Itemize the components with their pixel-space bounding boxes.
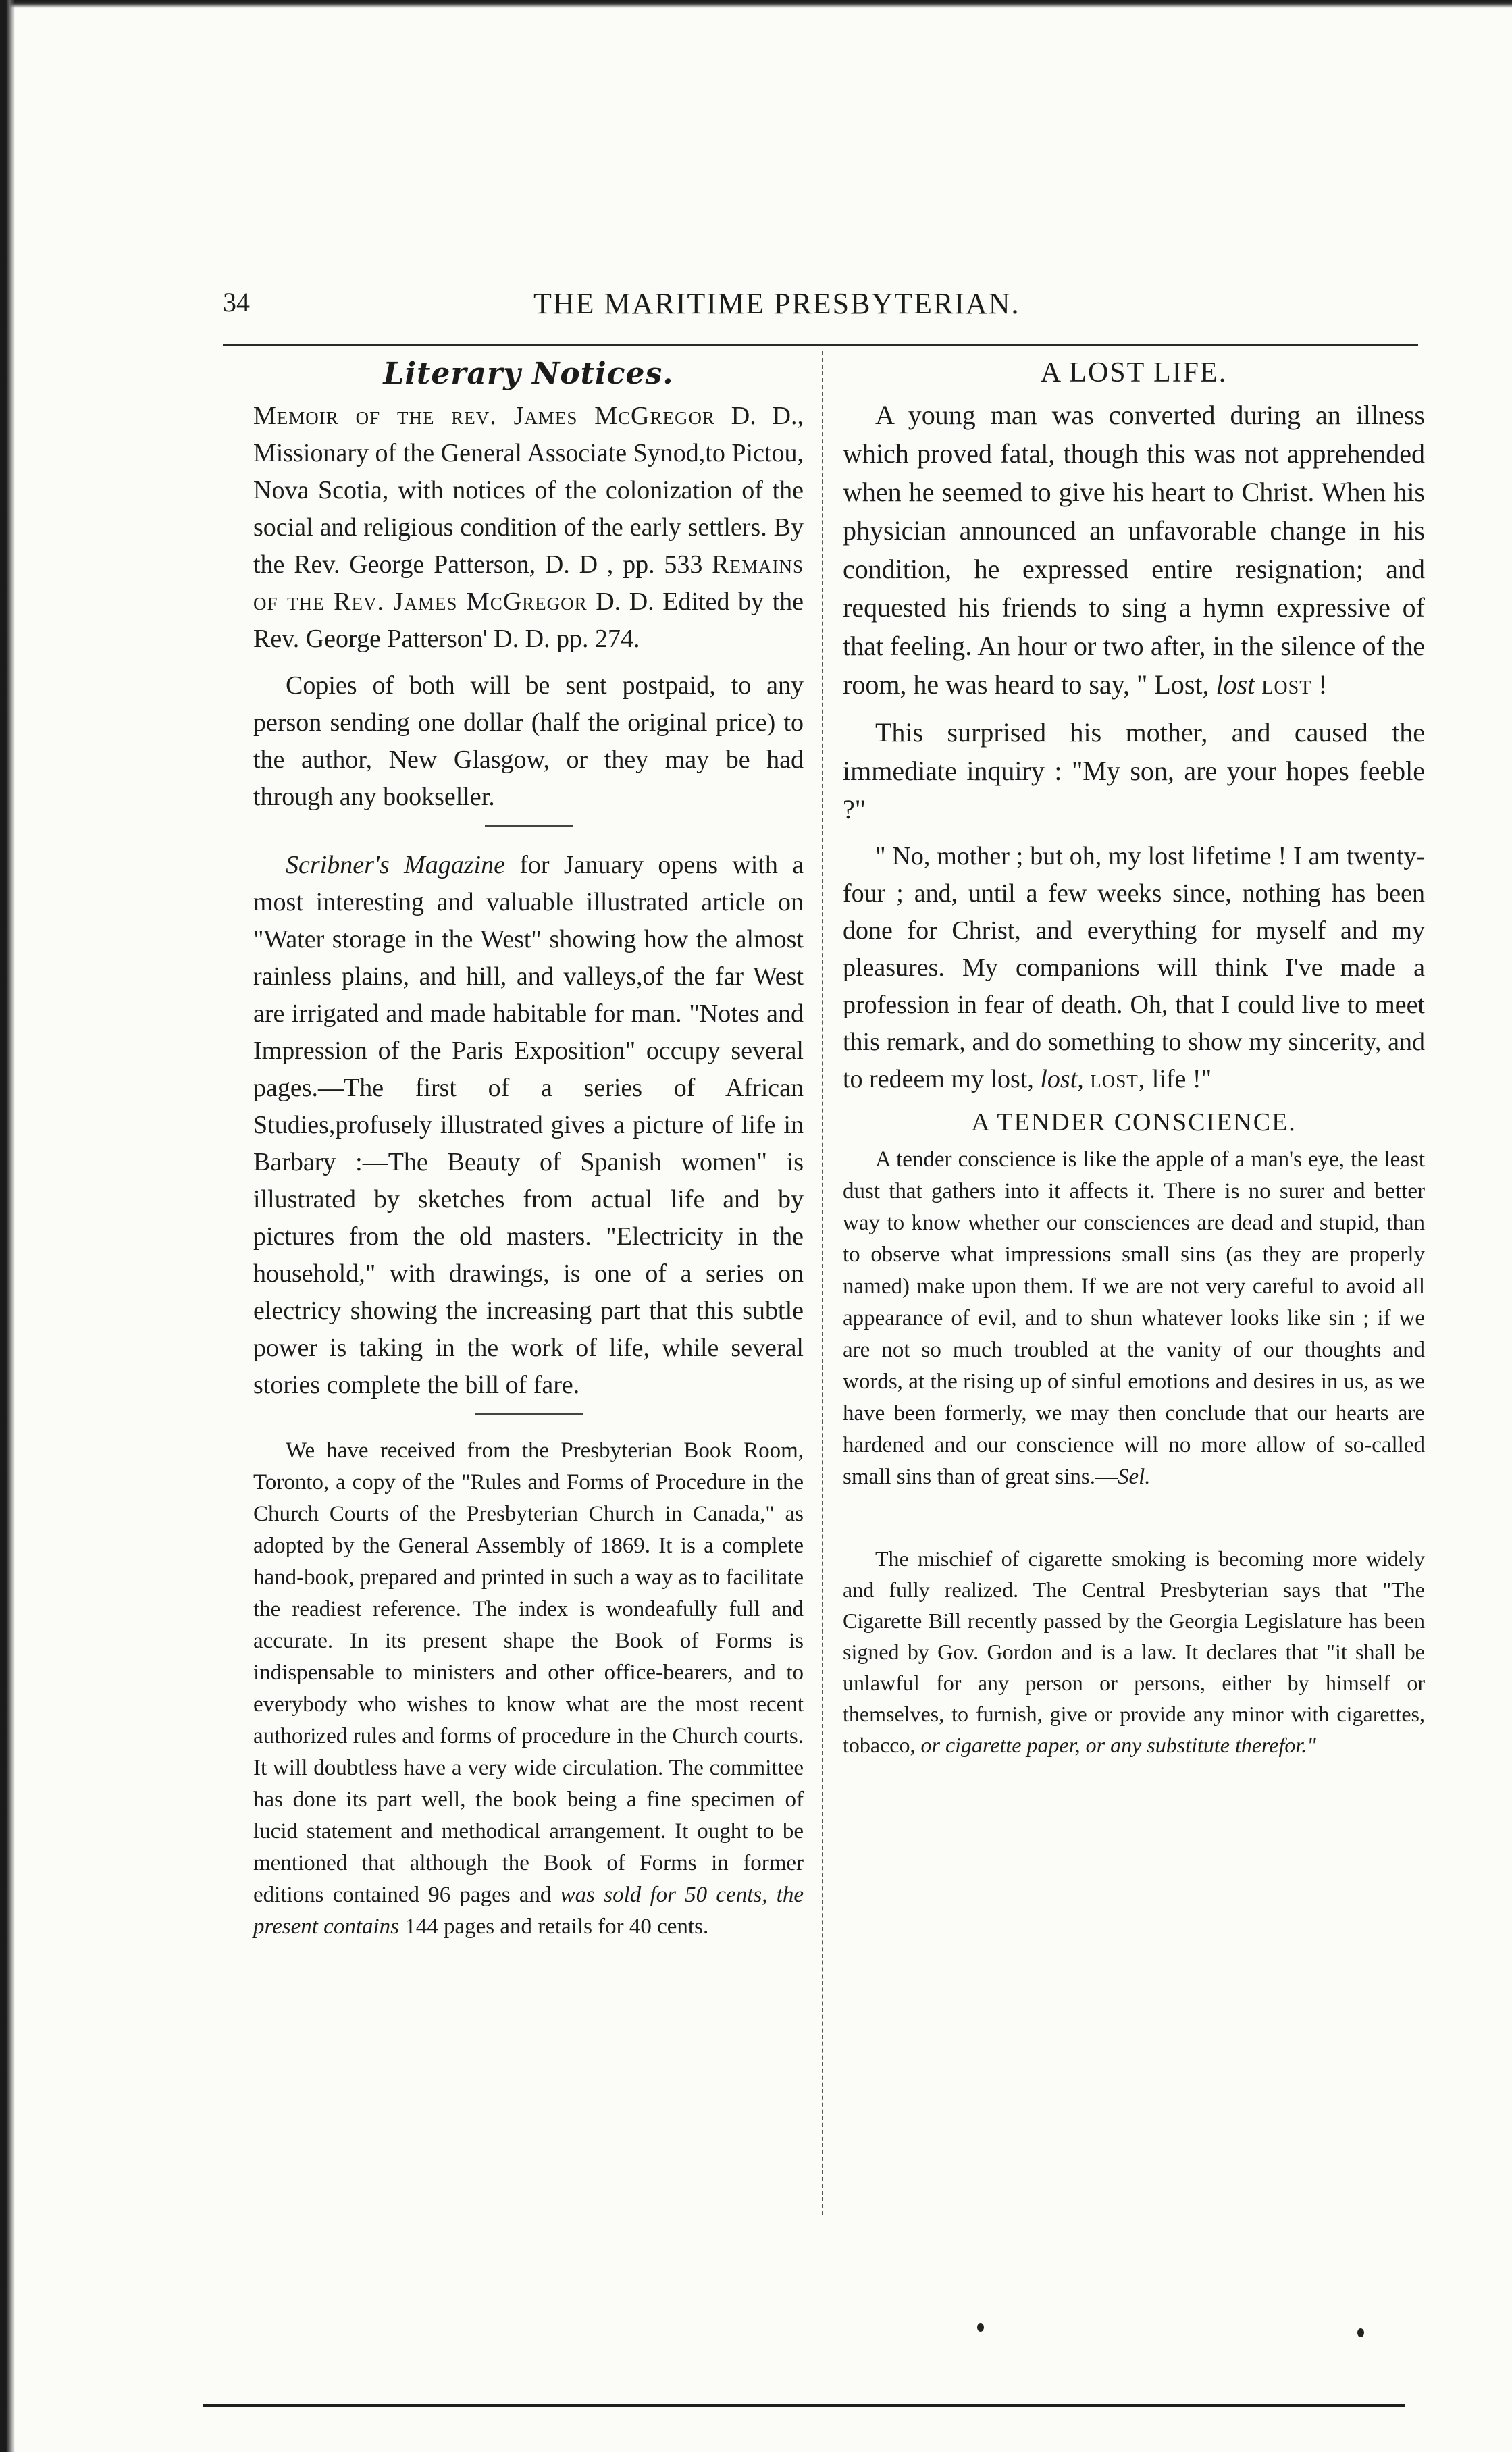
lost-life-para-1-italic: lost [1216, 669, 1255, 700]
scribner-notice [253, 847, 804, 1404]
left-column [253, 357, 804, 1952]
tender-conscience-signature: Sel. [1117, 1465, 1151, 1489]
lost-life-heading: A LOST LIFE. [1040, 357, 1228, 388]
tender-conscience-body: A tender conscience is like the apple of a man's eye, the least dust that gathers into it affects it. There is no surer and better way to know whether our consciences are dead and stupid, than to observe what impressions small sins (as they are properly named) make upon them. If we are not very careful to avoid all appearance of evil, and to shun whatever looks like sin ; if we are not so much troubled at the vanity of our thoughts and words, at the rising up of sinful emotions and desires in us, as we have been formerly, we may then conclude that our hearts are hardened and our conscience will no more allow of so-called small sins than of great sins.— [843, 1147, 1425, 1489]
literary-notices-heading: Literary Notices. [383, 357, 674, 391]
bottom-rule [203, 2404, 1405, 2407]
lost-life-para-3-text: " No, mother ; but oh, my lost lifetime ! I am twenty-four ; and, until a few weeks since, nothing has been done for Christ, and everything for myself and my pleasures. My companions will think I've made a profession in fear of death. Oh, that I could live to meet this remark, and do something to show my sincerity, and to redeem my lost, [843, 842, 1425, 1093]
tender-conscience-text [843, 1144, 1425, 1493]
lost-life-para-1 [843, 396, 1425, 704]
journal-title: THE MARITIME PRESBYTERIAN. [533, 287, 1020, 320]
lost-life-para-1-text: A young man was converted during an illness which proved fatal, though this was not apprehended when he seemed to give his heart to Christ. When his physician announced an unfavorable change in his condition, he expressed entire resignation; and requested his friends to sing a hymn expressive of that feeling. An hour or two after, in the silence of the room, he was heard to say, " Lost, [843, 400, 1425, 700]
lost-life-para-1-caps: lost [1261, 669, 1312, 700]
rules-end: 144 pages and retails for 40 cents. [405, 1914, 709, 1939]
lost-life-para-3 [843, 838, 1425, 1098]
right-column [843, 357, 1425, 1770]
page-header [196, 282, 1195, 330]
remains-title: Remains of the Rev. James McGregor [253, 550, 804, 616]
lost-life-para-3-end: life !" [1151, 1065, 1212, 1093]
spacer [843, 1503, 1425, 1543]
column-divider [822, 351, 823, 2215]
scribner-magazine-name: Scribner's Magazine [286, 851, 505, 879]
cigarette-notice [843, 1543, 1425, 1760]
lost-life-para-3-caps: lost, [1090, 1065, 1146, 1093]
cigarette-italic-tail: or cigarette paper, or any substitute therefor." [920, 1733, 1316, 1757]
rules-notice [253, 1435, 804, 1943]
section-rule [485, 825, 573, 827]
memoir-notice [253, 398, 804, 658]
tender-conscience-heading: A TENDER CONSCIENCE. [971, 1108, 1297, 1137]
remains-text: D. D. Edited by the Rev. George Patterson' D. D. pp. 274. [253, 588, 804, 653]
memoir-title: Memoir of the rev. James McGregor [253, 402, 715, 430]
section-rule [475, 1413, 583, 1415]
rules-italic-tail: was sold for 50 cents, the present contains [253, 1883, 804, 1939]
page-number: 34 [223, 287, 250, 317]
cigarette-text: The mischief of cigarette smoking is becoming more widely and fully realized. The Central Presbyterian says that "The Cigarette Bill recently passed by the Georgia Legislature has been signed by Gov. Gordon and is a law. It declares that "it shall be unlawful for any person or persons, either by himself or themselves, to furnish, give or provide any minor with cigarettes, tobacco, [843, 1546, 1425, 1757]
scan-edge-left [0, 0, 15, 2452]
ink-mark [977, 2323, 984, 2332]
scribner-text: for January opens with a most interesting and valuable illustrated article on "Water storage in the West" showing how the almost rainless plains, and hill, and valleys,of the far West are irrigated and made habitable for man. "Notes and Impression of the Paris Exposition" occupy several pages.—The first of a series of African Studies,profusely illustrated gives a picture of life in Barbary :—The Beauty of Spanish women" is illustrated by sketches from actual life and by pictures from the old masters. "Electricity in the household," with drawings, is one of a series on electricy showing the increasing part that this subtle power is taking in the work of life, while several stories complete the bill of fare. [253, 851, 804, 1399]
lost-life-para-1-end: ! [1318, 669, 1328, 700]
rules-text: We have received from the Presbyterian Book Room, Toronto, a copy of the "Rules and Forms of Procedure in the Church Courts of the Presbyterian Church in Canada," as adopted by the General Assembly of 1869. It is a complete hand-book, prepared and printed in such a way as to facilitate the readiest reference. The index is wondeafully full and accurate. In its present shape the Book of Forms is indispensable to ministers and other office-bearers, and to everybody who wishes to know what are the most recent authorized rules and forms of procedure in the Church courts. It will doubtless have a very wide circulation. The committee has done its part well, the book being a fine specimen of lucid statement and methodical arrangement. It ought to be mentioned that although the Book of Forms in former editions contained 96 pages and [253, 1438, 804, 1907]
scan-edge-top [0, 0, 1512, 8]
ink-mark [1357, 2328, 1364, 2337]
memoir-text: D. D., Missionary of the General Associate Synod,to Pictou, Nova Scotia, with notices of the colonization of the social and religious condition of the early settlers. By the Rev. George Patterson, D. D , pp. 533 [253, 402, 804, 579]
copies-notice: Copies of both will be sent postpaid, to any person sending one dollar (half the original price) to the author, New Glasgow, or they may be had through any bookseller. [253, 671, 804, 811]
lost-life-para-3-italic: lost, [1040, 1065, 1084, 1093]
header-rule [223, 344, 1418, 346]
lost-life-para-2: This surprised his mother, and caused the immediate inquiry : "My son, are your hopes feeble ?" [843, 717, 1425, 825]
